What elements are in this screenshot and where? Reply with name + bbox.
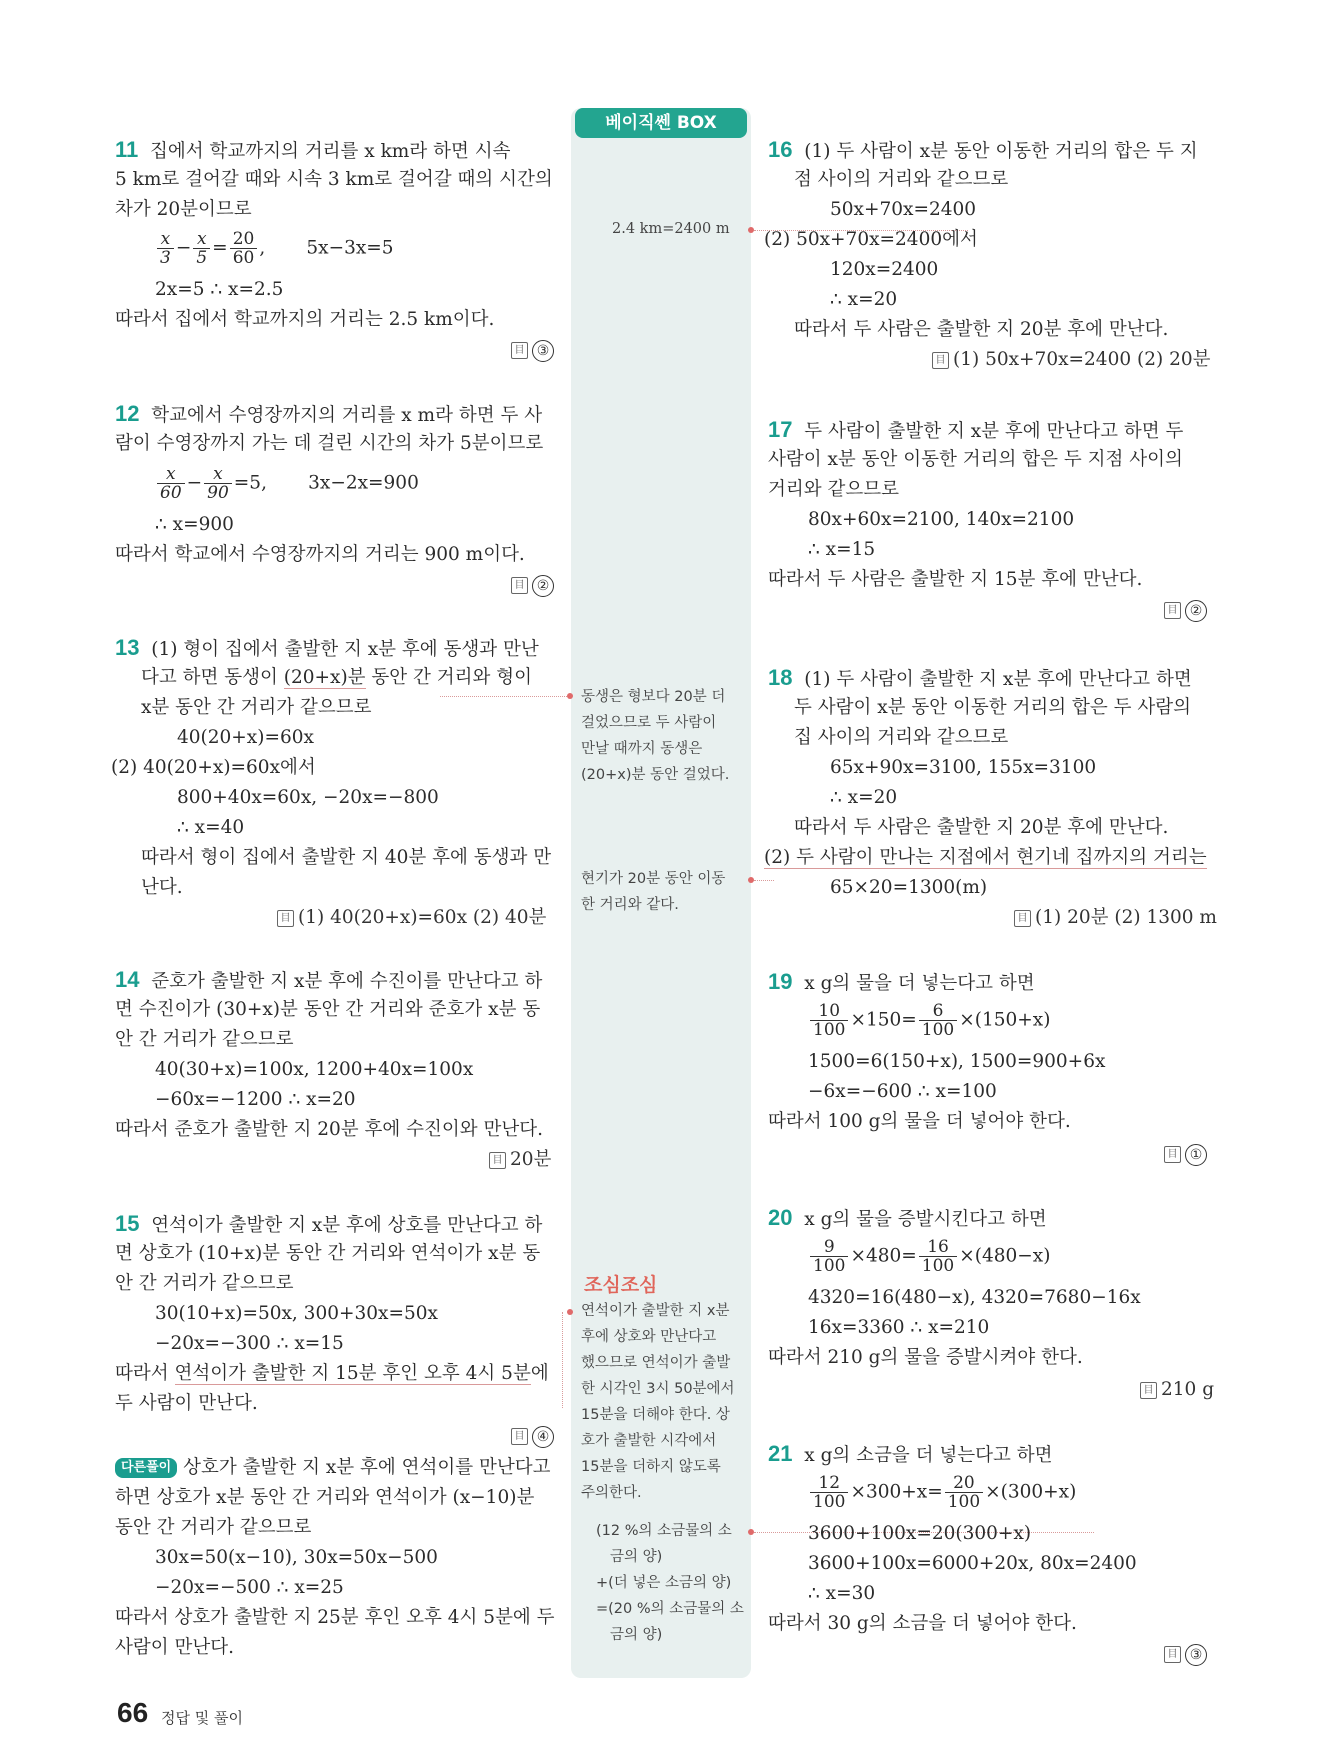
equation: ∴ x=30: [808, 1583, 876, 1604]
problem-16-line1: 16 (1) 두 사람이 x분 동안 이동한 거리의 합은 두 지: [768, 137, 1198, 162]
text-line: 따라서 두 사람은 출발한 지 20분 후에 만난다.: [794, 817, 1169, 838]
leader-line: [754, 880, 774, 881]
text-line: 사람이 x분 동안 이동한 거리의 합은 두 지점 사이의: [768, 449, 1183, 470]
text-line: 5 km로 걸어갈 때와 시속 3 km로 걸어갈 때의 시간의: [115, 169, 553, 190]
equation: $\frac{12}{100}$ ×300+x= $\frac{20}{100}$ ×(300+x): [808, 1474, 1076, 1511]
problem-12-line1: 12 학교에서 수영장까지의 거리를 x m라 하면 두 사: [115, 401, 543, 426]
text-line: 하면 상호가 x분 동안 간 거리와 연석이가 (x−10)분: [115, 1487, 535, 1508]
problem-20-line1: 20 x g의 물을 증발시킨다고 하면: [768, 1205, 1047, 1230]
answer-icon: 目: [1164, 1146, 1181, 1163]
equation: 3600+100x=6000+20x, 80x=2400: [808, 1553, 1137, 1574]
text-line: 따라서 형이 집에서 출발한 지 40분 후에 동생과 만: [141, 847, 552, 868]
answer: 目 20분: [489, 1148, 551, 1172]
answer-icon: 目: [932, 352, 949, 369]
text-line: 두 사람이 만난다.: [115, 1393, 258, 1414]
caution-title: 조심조심: [584, 1274, 658, 1296]
text-line: 안 간 거리가 같으므로: [115, 1273, 294, 1294]
equation: −20x=−500 ∴ x=25: [155, 1577, 344, 1598]
equation: ∴ x=900: [155, 514, 234, 535]
equation: $\frac{10}{100}$ ×150= $\frac{6}{100}$ ×(150+x): [808, 1002, 1050, 1039]
equation: 30x=50(x−10), 30x=50x−500: [155, 1547, 438, 1568]
text-line: 따라서 연석이가 출발한 지 15분 후인 오후 4시 5분에: [115, 1363, 549, 1384]
text-line: 따라서 100 g의 물을 더 넣어야 한다.: [768, 1111, 1071, 1132]
text-line: (2) 40(20+x)=60x에서: [111, 757, 316, 778]
text-line: 면 수진이가 (30+x)분 동안 간 거리와 준호가 x분 동: [115, 999, 541, 1020]
leader-dot: [567, 693, 573, 699]
equation: 3600+100x=20(300+x): [808, 1523, 1032, 1544]
text-line: 난다.: [141, 877, 183, 898]
answer: 目 210 g: [1140, 1378, 1214, 1402]
answer-icon: 目: [1140, 1382, 1157, 1399]
text-line: 차가 20분이므로: [115, 199, 252, 220]
alt-solution-badge: 다른풀이: [115, 1458, 177, 1478]
text-line: 두 사람이 x분 동안 이동한 거리의 합은 두 사람의: [794, 697, 1192, 718]
note-km: 2.4 km=2400 m: [612, 221, 730, 237]
text-line: x분 동안 간 거리가 같으므로: [141, 697, 372, 718]
equation: −60x=−1200 ∴ x=20: [155, 1089, 356, 1110]
answer: 目 ③: [511, 338, 554, 362]
answer: 目 ③: [1164, 1642, 1207, 1666]
note-15: 연석이가 출발한 지 x분 후에 상호와 만난다고 했으므로 연석이가 출발 한 시각인 3시 50분에서 15분을 더해야 한다. 상 호가 출발한 시각에서 15분을 더하지 않도록 주의한다.: [581, 1303, 735, 1501]
text-line: 집 사이의 거리와 같으므로: [794, 727, 1009, 748]
leader-line: [440, 696, 567, 697]
text-line: 따라서 준호가 출발한 지 20분 후에 수진이와 만난다.: [115, 1119, 544, 1140]
text-line: 따라서 두 사람은 출발한 지 15분 후에 만난다.: [768, 569, 1143, 590]
text-line: 따라서 학교에서 수영장까지의 거리는 900 m이다.: [115, 544, 525, 565]
text-line: (2) 50x+70x=2400에서: [764, 229, 978, 250]
note-13b: 현기가 20분 동안 이동 한 거리와 같다.: [581, 871, 726, 913]
text-line: 안 간 거리가 같으므로: [115, 1029, 294, 1050]
equation: ∴ x=20: [830, 289, 898, 310]
equation: 2x=5 ∴ x=2.5: [155, 279, 284, 300]
footer-label: 정답 및 풀이: [161, 1709, 243, 1727]
box-title: 베이직쎈 BOX: [575, 108, 747, 138]
equation: 800+40x=60x, −20x=−800: [177, 787, 439, 808]
equation: 65×20=1300(m): [830, 877, 988, 898]
problem-15-line1: 15 연석이가 출발한 지 x분 후에 상호를 만난다고 하: [115, 1211, 543, 1236]
equation: 16x=3360 ∴ x=210: [808, 1317, 990, 1338]
answer-icon: 目: [1164, 1646, 1181, 1663]
text-line: 거리와 같으므로: [768, 479, 899, 500]
answer: 目 (1) 40(20+x)=60x (2) 40분: [277, 906, 546, 930]
text-line: 점 사이의 거리와 같으므로: [794, 169, 1009, 190]
text-line: 따라서 두 사람은 출발한 지 20분 후에 만난다.: [794, 319, 1169, 340]
answer: 目 ②: [1164, 598, 1207, 622]
page-number: 66: [117, 1697, 149, 1728]
text-line: 따라서 30 g의 소금을 더 넣어야 한다.: [768, 1613, 1077, 1634]
problem-21-line1: 21 x g의 소금을 더 넣는다고 하면: [768, 1441, 1053, 1466]
equation: 40(20+x)=60x: [177, 727, 314, 748]
answer-icon: 目: [511, 342, 528, 359]
leader-dot: [567, 1309, 573, 1315]
equation: $\frac{x}{3}$ − $\frac{x}{5}$ = $\frac{20}{60}$ , 5x−3x=5: [155, 230, 394, 267]
problem-17-line1: 17 두 사람이 출발한 지 x분 후에 만난다고 하면 두: [768, 417, 1184, 442]
note-21: (12 %의 소금물의 소 금의 양) +(더 넣은 소금의 양) =(20 %의 소금물의 소 금의 양): [596, 1523, 744, 1643]
equation: 30(10+x)=50x, 300+30x=50x: [155, 1303, 438, 1324]
text-line: (2) 두 사람이 만나는 지점에서 현기네 집까지의 거리는: [764, 847, 1207, 868]
answer-icon: 目: [277, 910, 294, 927]
answer-icon: 目: [1164, 602, 1181, 619]
text-line: 람이 수영장까지 가는 데 걸린 시간의 차가 5분이므로: [115, 433, 544, 454]
equation: $\frac{x}{60}$ − $\frac{x}{90}$ =5, 3x−2x=900: [155, 465, 419, 502]
answer: 目 ①: [1164, 1142, 1207, 1166]
equation: 50x+70x=2400: [830, 199, 977, 220]
answer-icon: 目: [511, 577, 528, 594]
text-line: 다고 하면 동생이 (20+x)분 동안 간 거리와 형이: [141, 667, 533, 688]
text-line: 따라서 상호가 출발한 지 25분 후인 오후 4시 5분에 두: [115, 1607, 555, 1628]
equation: 40(30+x)=100x, 1200+40x=100x: [155, 1059, 474, 1080]
equation: 120x=2400: [830, 259, 939, 280]
equation: ∴ x=40: [177, 817, 245, 838]
text-line: 따라서 210 g의 물을 증발시켜야 한다.: [768, 1347, 1083, 1368]
equation: $\frac{9}{100}$ ×480= $\frac{16}{100}$ ×(480−x): [808, 1238, 1050, 1275]
answer: 目 (1) 20분 (2) 1300 m: [1014, 906, 1217, 930]
problem-14-line1: 14 준호가 출발한 지 x분 후에 수진이를 만난다고 하: [115, 967, 543, 992]
leader-line: [562, 1312, 563, 1408]
answer: 目 (1) 50x+70x=2400 (2) 20분: [932, 348, 1211, 372]
equation: 80x+60x=2100, 140x=2100: [808, 509, 1075, 530]
answer-icon: 目: [511, 1428, 528, 1445]
equation: ∴ x=20: [830, 787, 898, 808]
answer-icon: 目: [1014, 910, 1031, 927]
text-line: 따라서 집에서 학교까지의 거리는 2.5 km이다.: [115, 309, 495, 330]
answer: 目 ②: [511, 573, 554, 597]
problem-18-line1: 18 (1) 두 사람이 출발한 지 x분 후에 만난다고 하면: [768, 665, 1192, 690]
alt-solution-line1: 다른풀이 상호가 출발한 지 x분 후에 연석이를 만난다고: [115, 1456, 551, 1480]
answer-icon: 目: [489, 1152, 506, 1169]
equation: 1500=6(150+x), 1500=900+6x: [808, 1051, 1106, 1072]
problem-11-line1: 11 집에서 학교까지의 거리를 x km라 하면 시속: [115, 137, 511, 162]
equation: 65x+90x=3100, 155x=3100: [830, 757, 1097, 778]
problem-13-line1: 13 (1) 형이 집에서 출발한 지 x분 후에 동생과 만난: [115, 635, 539, 660]
problem-19-line1: 19 x g의 물을 더 넣는다고 하면: [768, 969, 1035, 994]
note-13: 동생은 형보다 20분 더 걸었으므로 두 사람이 만날 때까지 동생은 (20+x)분 동안 걸었다.: [581, 689, 730, 783]
equation: −20x=−300 ∴ x=15: [155, 1333, 344, 1354]
text-line: 사람이 만난다.: [115, 1637, 234, 1658]
text-line: 동안 간 거리가 같으므로: [115, 1517, 312, 1538]
answer: 目 ④: [511, 1424, 554, 1448]
equation: −6x=−600 ∴ x=100: [808, 1081, 997, 1102]
equation: 4320=16(480−x), 4320=7680−16x: [808, 1287, 1141, 1308]
text-line: 면 상호가 (10+x)분 동안 간 거리와 연석이가 x분 동: [115, 1243, 541, 1264]
equation: ∴ x=15: [808, 539, 876, 560]
